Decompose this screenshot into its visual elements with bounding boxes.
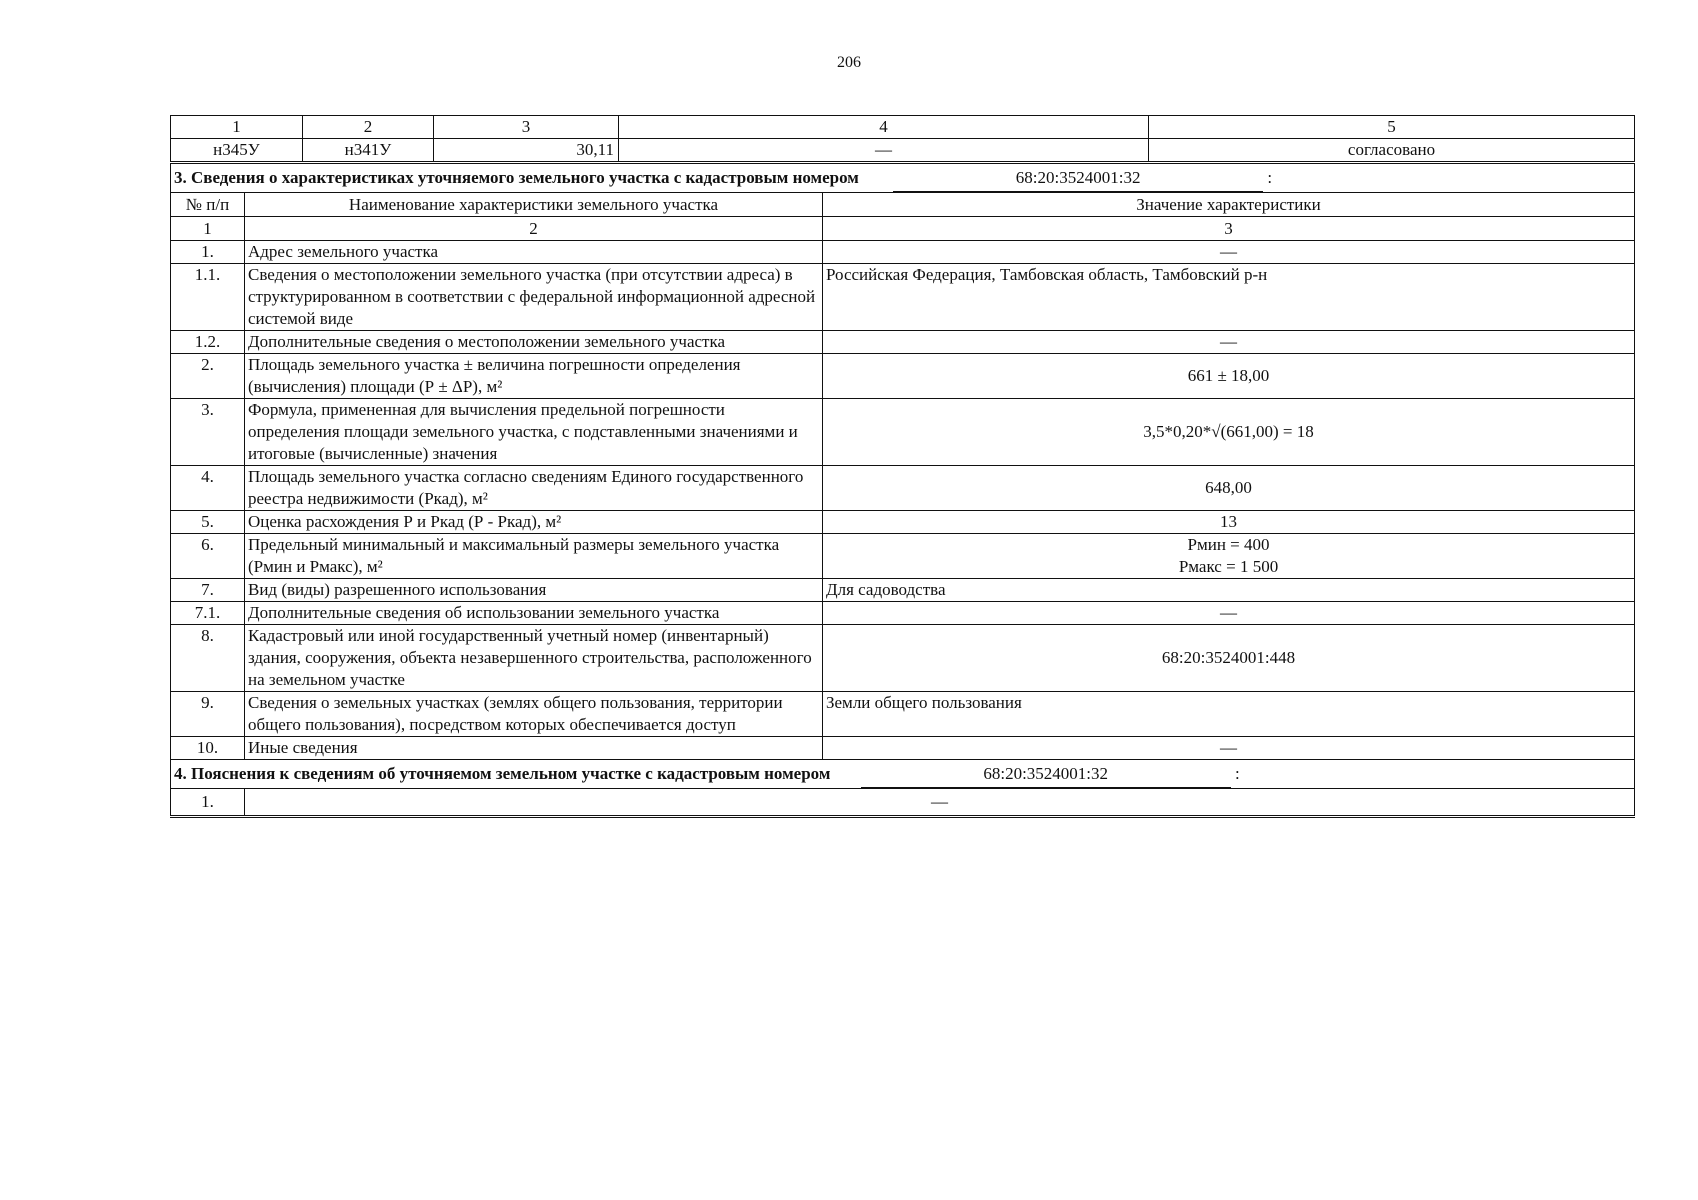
prior-table-header-row <box>171 116 1635 139</box>
prior-header-cell: 2 <box>303 116 434 139</box>
row-number: 1. <box>171 241 245 264</box>
column-header-row <box>171 193 1635 217</box>
table-row <box>171 737 1635 760</box>
section4-title-row <box>171 760 1635 789</box>
row-number: 3. <box>171 399 245 466</box>
section3-colon: : <box>1267 168 1273 187</box>
prior-header-cell: 5 <box>1149 116 1635 139</box>
column-number-row <box>171 217 1635 241</box>
row-value: — <box>823 241 1635 264</box>
table-row <box>171 264 1635 331</box>
prior-cell-status: согласовано <box>1149 139 1635 162</box>
row-number: 6. <box>171 534 245 579</box>
row-value-min: Рмин = 400 <box>1187 535 1270 554</box>
row-name: Кадастровый или иной государственный учетный номер (инвентарный) здания, сооружения, объекта незавершенного строительства, расположенного на земельном участке <box>245 625 823 692</box>
row-name: Оценка расхождения Р и Ркад (Р - Ркад), м² <box>245 511 823 534</box>
row-value: 3,5*0,20*√(661,00) = 18 <box>823 399 1635 466</box>
row-value: — <box>245 789 1635 817</box>
section4-cadastral-number: 68:20:3524001:32 <box>861 760 1231 788</box>
row-name: Площадь земельного участка ± величина погрешности определения (вычисления) площади (Р ± ΔР), м² <box>245 354 823 399</box>
row-name: Площадь земельного участка согласно сведениям Единого государственного реестра недвижимости (Ркад), м² <box>245 466 823 511</box>
prior-header-cell: 1 <box>171 116 303 139</box>
table-row <box>171 331 1635 354</box>
row-number: 7. <box>171 579 245 602</box>
row-number: 10. <box>171 737 245 760</box>
column-number: 1 <box>171 217 245 241</box>
table-row <box>171 789 1635 817</box>
section4-title: 4. Пояснения к сведениям об уточняемом земельном участке с кадастровым номером <box>174 764 831 783</box>
row-value: Российская Федерация, Тамбовская область, Тамбовский р-н <box>823 264 1635 331</box>
row-number: 1. <box>171 789 245 817</box>
row-number: 8. <box>171 625 245 692</box>
prior-table-row <box>171 139 1635 162</box>
prior-header-cell: 4 <box>619 116 1149 139</box>
section4-colon: : <box>1234 764 1240 783</box>
column-number: 2 <box>245 217 823 241</box>
row-value: — <box>823 331 1635 354</box>
row-number: 7.1. <box>171 602 245 625</box>
row-name: Сведения о местоположении земельного участка (при отсутствии адреса) в структурированном в соответствии с федеральной информационной адресной системой виде <box>245 264 823 331</box>
table-row <box>171 579 1635 602</box>
row-number: 1.1. <box>171 264 245 331</box>
column-header-name: Наименование характеристики земельного участка <box>245 193 823 217</box>
prior-cell-point-to: н341У <box>303 139 434 162</box>
row-value: 13 <box>823 511 1635 534</box>
prior-cell-length: 30,11 <box>434 139 619 162</box>
section4-title-cell <box>171 760 1635 789</box>
row-name: Дополнительные сведения о местоположении земельного участка <box>245 331 823 354</box>
table-row <box>171 692 1635 737</box>
row-name: Предельный минимальный и максимальный размеры земельного участка (Рмин и Рмакс), м² <box>245 534 823 579</box>
page-number: 206 <box>837 54 861 71</box>
row-name: Формула, примененная для вычисления предельной погрешности определения площади земельного участка, с подставленными значениями и итоговые (вычисленные) значения <box>245 399 823 466</box>
column-header-number: № п/п <box>171 193 245 217</box>
row-value <box>823 534 1635 579</box>
row-name: Дополнительные сведения об использовании земельного участка <box>245 602 823 625</box>
table-row <box>171 534 1635 579</box>
prior-header-cell: 3 <box>434 116 619 139</box>
table-row <box>171 241 1635 264</box>
row-value: Для садоводства <box>823 579 1635 602</box>
column-number: 3 <box>823 217 1635 241</box>
section3-title-cell <box>171 164 1635 193</box>
section3-title: 3. Сведения о характеристиках уточняемого земельного участка с кадастровым номером <box>174 168 859 187</box>
table-row <box>171 399 1635 466</box>
row-number: 1.2. <box>171 331 245 354</box>
row-name: Адрес земельного участка <box>245 241 823 264</box>
table-row <box>171 354 1635 399</box>
table-row <box>171 466 1635 511</box>
row-number: 4. <box>171 466 245 511</box>
row-value: — <box>823 737 1635 760</box>
row-name: Сведения о земельных участках (землях общего пользования, территории общего пользования), посредством которых обеспечивается доступ <box>245 692 823 737</box>
section3-cadastral-number: 68:20:3524001:32 <box>893 164 1263 192</box>
prior-table <box>170 115 1635 162</box>
row-name: Иные сведения <box>245 737 823 760</box>
row-number: 2. <box>171 354 245 399</box>
row-value: Земли общего пользования <box>823 692 1635 737</box>
characteristics-table <box>170 163 1635 818</box>
prior-cell-col4: — <box>619 139 1149 162</box>
row-value: 68:20:3524001:448 <box>823 625 1635 692</box>
table-row <box>171 602 1635 625</box>
prior-cell-point-from: н345У <box>171 139 303 162</box>
row-number: 9. <box>171 692 245 737</box>
row-value: 648,00 <box>823 466 1635 511</box>
column-header-value: Значение характеристики <box>823 193 1635 217</box>
row-value: 661 ± 18,00 <box>823 354 1635 399</box>
row-value: — <box>823 602 1635 625</box>
row-value-max: Рмакс = 1 500 <box>1178 557 1279 576</box>
table-row <box>171 511 1635 534</box>
row-name: Вид (виды) разрешенного использования <box>245 579 823 602</box>
table-row <box>171 625 1635 692</box>
row-number: 5. <box>171 511 245 534</box>
section3-title-row <box>171 164 1635 193</box>
